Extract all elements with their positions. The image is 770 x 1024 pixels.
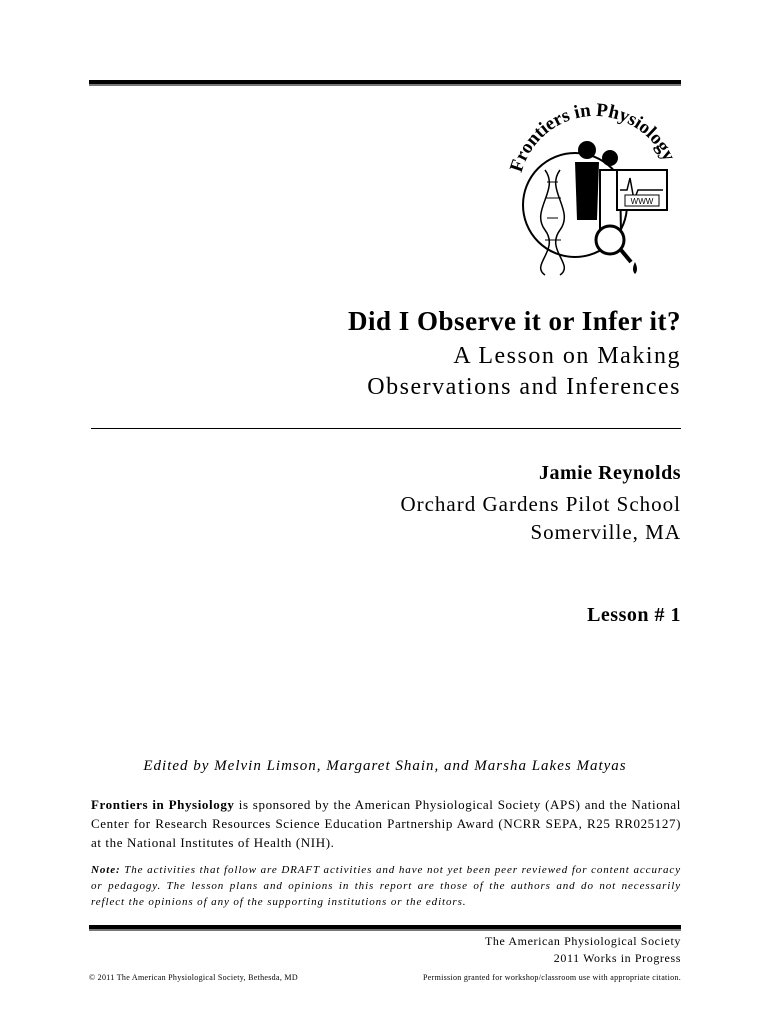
divider-rule bbox=[91, 428, 681, 429]
logo-screen-text: WWW bbox=[630, 197, 654, 206]
school-name: Orchard Gardens Pilot School bbox=[400, 492, 681, 516]
school-location: Somerville, MA bbox=[530, 520, 681, 544]
footer-rule bbox=[89, 925, 681, 931]
note-text: The activities that follow are DRAFT activities and have not yet been peer reviewed for content accuracy or pedagogy. The lesson plans and opinions in this report are those of the authors and do not necessarily reflect the opinions of any of the supporting institutions or the editors. bbox=[91, 864, 681, 908]
lesson-number: Lesson # 1 bbox=[587, 604, 681, 626]
author-name: Jamie Reynolds bbox=[539, 462, 681, 484]
document-title: Did I Observe it or Infer it? bbox=[348, 306, 681, 336]
note-label: Note: bbox=[91, 864, 121, 876]
note-paragraph bbox=[91, 862, 681, 910]
footer-series: 2011 Works in Progress bbox=[553, 951, 681, 965]
footer-org: The American Physiological Society bbox=[484, 934, 681, 948]
sponsor-name: Frontiers in Physiology bbox=[91, 797, 235, 812]
frontiers-logo bbox=[505, 100, 685, 280]
sponsor-paragraph bbox=[91, 795, 681, 852]
subtitle-line-2: Observations and Inferences bbox=[367, 374, 681, 400]
subtitle-line-1: A Lesson on Making bbox=[453, 343, 681, 369]
sponsor-text: is sponsored by the American Physiological Society (APS) and the National Center for Research Resources Science Education Partnership Award (NCRR SEPA, R25 RR025127) at the National Institutes of Health (NIH). bbox=[91, 797, 681, 850]
editors-line: Edited by Melvin Limson, Margaret Shain, and Marsha Lakes Matyas bbox=[143, 758, 627, 774]
top-rule bbox=[89, 80, 681, 86]
logo-text: Frontiers in Physiology bbox=[506, 100, 680, 175]
footer-copyright: © 2011 The American Physiological Society, Bethesda, MD bbox=[89, 973, 298, 982]
footer-permission: Permission granted for workshop/classroom use with appropriate citation. bbox=[423, 973, 681, 982]
